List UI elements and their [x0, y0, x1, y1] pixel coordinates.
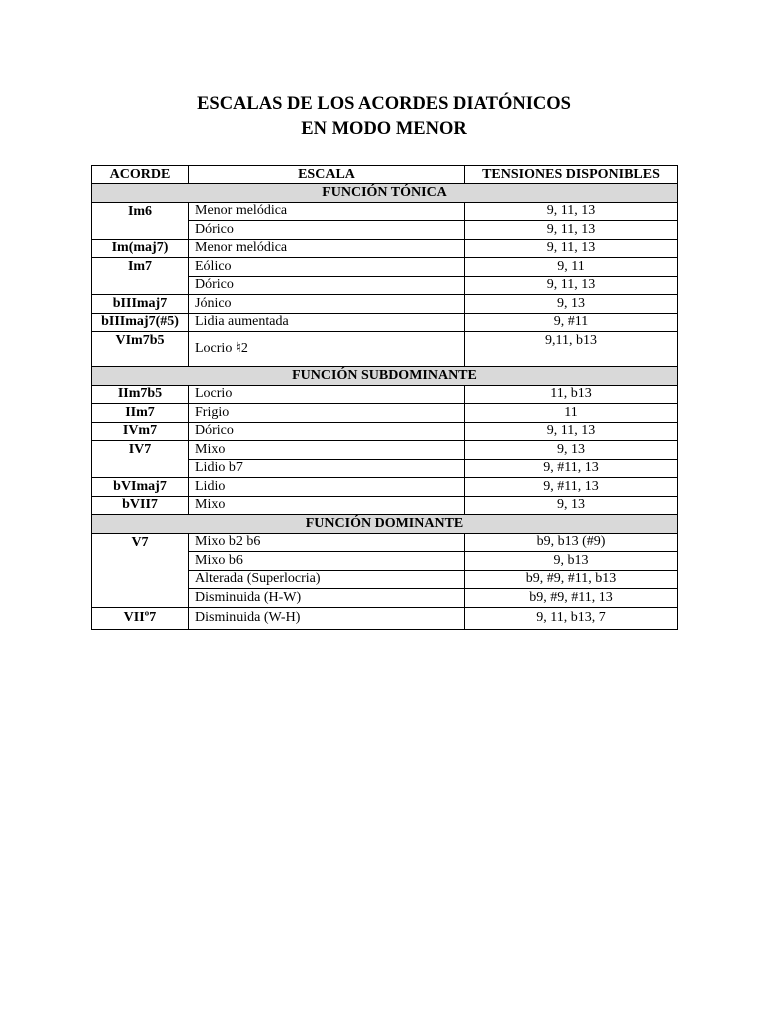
document-title — [0, 92, 768, 142]
header-chord: ACORDE — [92, 166, 189, 184]
scale-cell: Mixo — [189, 496, 465, 515]
scale-cell: Locrio — [189, 385, 465, 404]
scale-cell: Dórico — [189, 221, 465, 240]
tensions-cell: 9, #11, 13 — [465, 459, 678, 478]
scale-cell: Alterada (Superlocria) — [189, 570, 465, 589]
scale-cell: Dórico — [189, 422, 465, 441]
scale-cell: Mixo b6 — [189, 552, 465, 571]
scale-cell: Disminuida (H-W) — [189, 589, 465, 608]
scale-cell: Disminuida (W-H) — [189, 607, 465, 629]
section-label: FUNCIÓN SUBDOMINANTE — [92, 367, 678, 386]
chord-scale-table — [91, 165, 678, 630]
table-row — [92, 404, 678, 423]
chord-cell: Im(maj7) — [92, 239, 189, 258]
chord-cell: Im7 — [92, 258, 189, 295]
chord-cell: VIIº7 — [92, 607, 189, 629]
table-row — [92, 239, 678, 258]
chord-cell: IIm7b5 — [92, 385, 189, 404]
scale-cell: Dórico — [189, 276, 465, 295]
tensions-cell: 9,11, b13 — [465, 332, 678, 367]
table-row — [92, 295, 678, 314]
chord-cell: bVII7 — [92, 496, 189, 515]
tensions-cell: 9, 11, 13 — [465, 202, 678, 221]
section-row-tonic — [92, 184, 678, 203]
scale-cell: Eólico — [189, 258, 465, 277]
table-row — [92, 441, 678, 460]
table-row — [92, 496, 678, 515]
chord-cell: VIm7b5 — [92, 332, 189, 367]
tensions-cell: 9, 11, 13 — [465, 221, 678, 240]
tensions-cell: 9, b13 — [465, 552, 678, 571]
scale-cell: Menor melódica — [189, 239, 465, 258]
scale-cell: Locrio ♮2 — [189, 332, 465, 367]
table-row — [92, 478, 678, 497]
tensions-cell: 11 — [465, 404, 678, 423]
title-line-2: EN MODO MENOR — [301, 119, 467, 139]
tensions-cell: b9, b13 (#9) — [465, 533, 678, 552]
tensions-cell: 9, 11, b13, 7 — [465, 607, 678, 629]
tensions-cell: b9, #9, #11, 13 — [465, 589, 678, 608]
scale-cell: Lidia aumentada — [189, 313, 465, 332]
tensions-cell: 9, 13 — [465, 441, 678, 460]
chord-cell: Im6 — [92, 202, 189, 239]
table-row — [92, 332, 678, 367]
chord-cell: bIIImaj7(#5) — [92, 313, 189, 332]
chord-cell: bVImaj7 — [92, 478, 189, 497]
chord-cell: IV7 — [92, 441, 189, 478]
tensions-cell: 11, b13 — [465, 385, 678, 404]
table-row — [92, 385, 678, 404]
section-label: FUNCIÓN TÓNICA — [92, 184, 678, 203]
tensions-cell: 9, 13 — [465, 295, 678, 314]
header-tensions: TENSIONES DISPONIBLES — [465, 166, 678, 184]
chord-cell: IIm7 — [92, 404, 189, 423]
section-label: FUNCIÓN DOMINANTE — [92, 515, 678, 534]
tensions-cell: 9, 11, 13 — [465, 422, 678, 441]
section-row-dominant — [92, 515, 678, 534]
tensions-cell: b9, #9, #11, b13 — [465, 570, 678, 589]
title-line-1: ESCALAS DE LOS ACORDES DIATÓNICOS — [197, 94, 571, 114]
tensions-cell: 9, #11 — [465, 313, 678, 332]
table-row — [92, 258, 678, 277]
tensions-cell: 9, #11, 13 — [465, 478, 678, 497]
table-row — [92, 422, 678, 441]
chord-cell: IVm7 — [92, 422, 189, 441]
chord-cell: bIIImaj7 — [92, 295, 189, 314]
table-row — [92, 533, 678, 552]
table-row — [92, 313, 678, 332]
scale-cell: Lidio — [189, 478, 465, 497]
scale-cell: Lidio b7 — [189, 459, 465, 478]
tensions-cell: 9, 11, 13 — [465, 239, 678, 258]
tensions-cell: 9, 11, 13 — [465, 276, 678, 295]
section-row-subdominant — [92, 367, 678, 386]
table-header-row — [92, 166, 678, 184]
header-scale: ESCALA — [189, 166, 465, 184]
tensions-cell: 9, 13 — [465, 496, 678, 515]
table-row — [92, 607, 678, 629]
scale-cell: Menor melódica — [189, 202, 465, 221]
scale-cell: Jónico — [189, 295, 465, 314]
tensions-cell: 9, 11 — [465, 258, 678, 277]
scale-cell: Frigio — [189, 404, 465, 423]
table-row — [92, 202, 678, 221]
chord-cell: V7 — [92, 533, 189, 607]
scale-cell: Mixo b2 b6 — [189, 533, 465, 552]
scale-cell: Mixo — [189, 441, 465, 460]
